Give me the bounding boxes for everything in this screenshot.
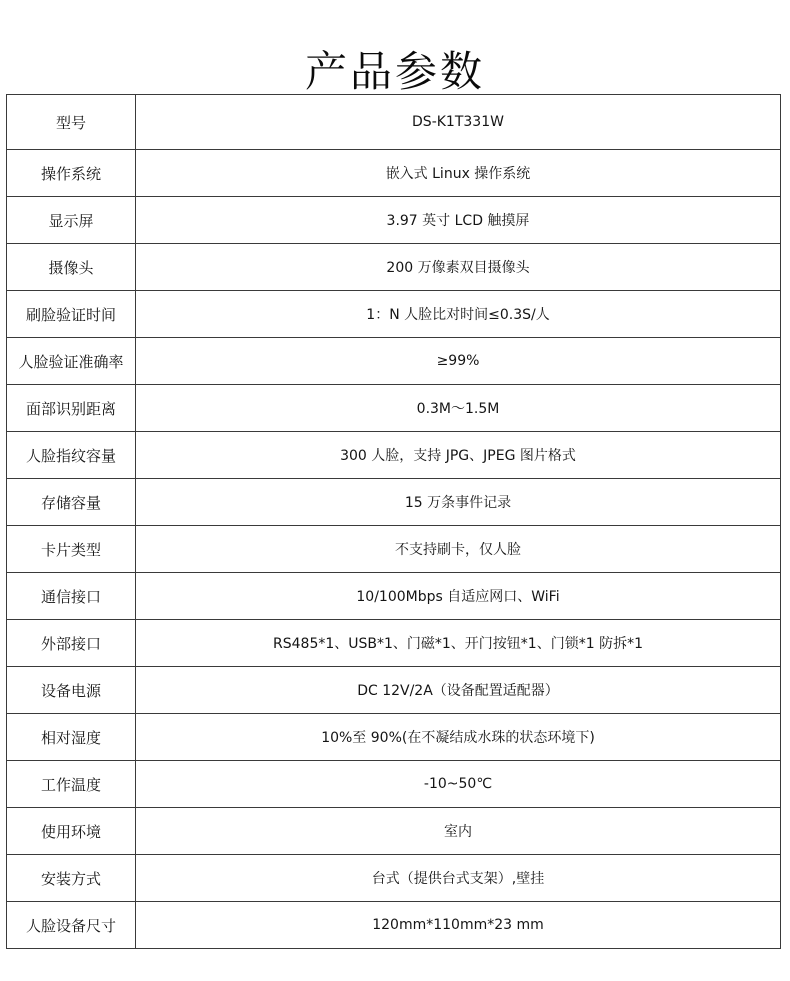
spec-label: 显示屏 <box>7 197 136 244</box>
spec-table-body <box>7 95 781 949</box>
spec-value: 120mm*110mm*23 mm <box>136 902 781 949</box>
spec-row-recognition-distance <box>7 385 781 432</box>
spec-value: 10%至 90%(在不凝结成水珠的状态环境下) <box>136 714 781 761</box>
spec-value: 室内 <box>136 808 781 855</box>
spec-row-storage <box>7 479 781 526</box>
spec-label: 人脸设备尺寸 <box>7 902 136 949</box>
spec-value: 0.3M～1.5M <box>136 385 781 432</box>
spec-label: 安装方式 <box>7 855 136 902</box>
spec-table <box>6 94 781 949</box>
spec-row-power <box>7 667 781 714</box>
spec-row-external-interface <box>7 620 781 667</box>
spec-label: 刷脸验证时间 <box>7 291 136 338</box>
spec-row-face-capacity <box>7 432 781 479</box>
spec-row-camera <box>7 244 781 291</box>
spec-label: 设备电源 <box>7 667 136 714</box>
spec-label: 人脸指纹容量 <box>7 432 136 479</box>
spec-label: 面部识别距离 <box>7 385 136 432</box>
spec-value: 200 万像素双目摄像头 <box>136 244 781 291</box>
spec-value: 1：N 人脸比对时间≤0.3S/人 <box>136 291 781 338</box>
spec-value: 嵌入式 Linux 操作系统 <box>136 150 781 197</box>
spec-row-comm-interface <box>7 573 781 620</box>
spec-label: 操作系统 <box>7 150 136 197</box>
spec-value: ≥99% <box>136 338 781 385</box>
spec-label: 外部接口 <box>7 620 136 667</box>
spec-value: 不支持刷卡，仅人脸 <box>136 526 781 573</box>
spec-label: 存储容量 <box>7 479 136 526</box>
spec-value: 台式（提供台式支架）,壁挂 <box>136 855 781 902</box>
spec-row-face-verify-time <box>7 291 781 338</box>
spec-value: RS485*1、USB*1、门磁*1、开门按钮*1、门锁*1 防拆*1 <box>136 620 781 667</box>
spec-row-dimensions <box>7 902 781 949</box>
spec-value: 3.97 英寸 LCD 触摸屏 <box>136 197 781 244</box>
page-title: 产品参数 <box>304 47 485 97</box>
spec-row-humidity <box>7 714 781 761</box>
spec-row-display <box>7 197 781 244</box>
spec-value: DS-K1T331W <box>136 95 781 150</box>
spec-row-installation <box>7 855 781 902</box>
spec-row-os <box>7 150 781 197</box>
spec-label: 使用环境 <box>7 808 136 855</box>
spec-row-model <box>7 95 781 150</box>
spec-label: 型号 <box>7 95 136 150</box>
spec-value: 10/100Mbps 自适应网口、WiFi <box>136 573 781 620</box>
spec-row-face-accuracy <box>7 338 781 385</box>
spec-value: 300 人脸，支持 JPG、JPEG 图片格式 <box>136 432 781 479</box>
spec-value: DC 12V/2A（设备配置适配器） <box>136 667 781 714</box>
spec-label: 人脸验证准确率 <box>7 338 136 385</box>
spec-value: 15 万条事件记录 <box>136 479 781 526</box>
spec-row-temperature <box>7 761 781 808</box>
spec-label: 通信接口 <box>7 573 136 620</box>
spec-label: 摄像头 <box>7 244 136 291</box>
spec-row-card-type <box>7 526 781 573</box>
spec-label: 卡片类型 <box>7 526 136 573</box>
spec-value: -10~50℃ <box>136 761 781 808</box>
spec-label: 相对湿度 <box>7 714 136 761</box>
spec-row-environment <box>7 808 781 855</box>
spec-label: 工作温度 <box>7 761 136 808</box>
